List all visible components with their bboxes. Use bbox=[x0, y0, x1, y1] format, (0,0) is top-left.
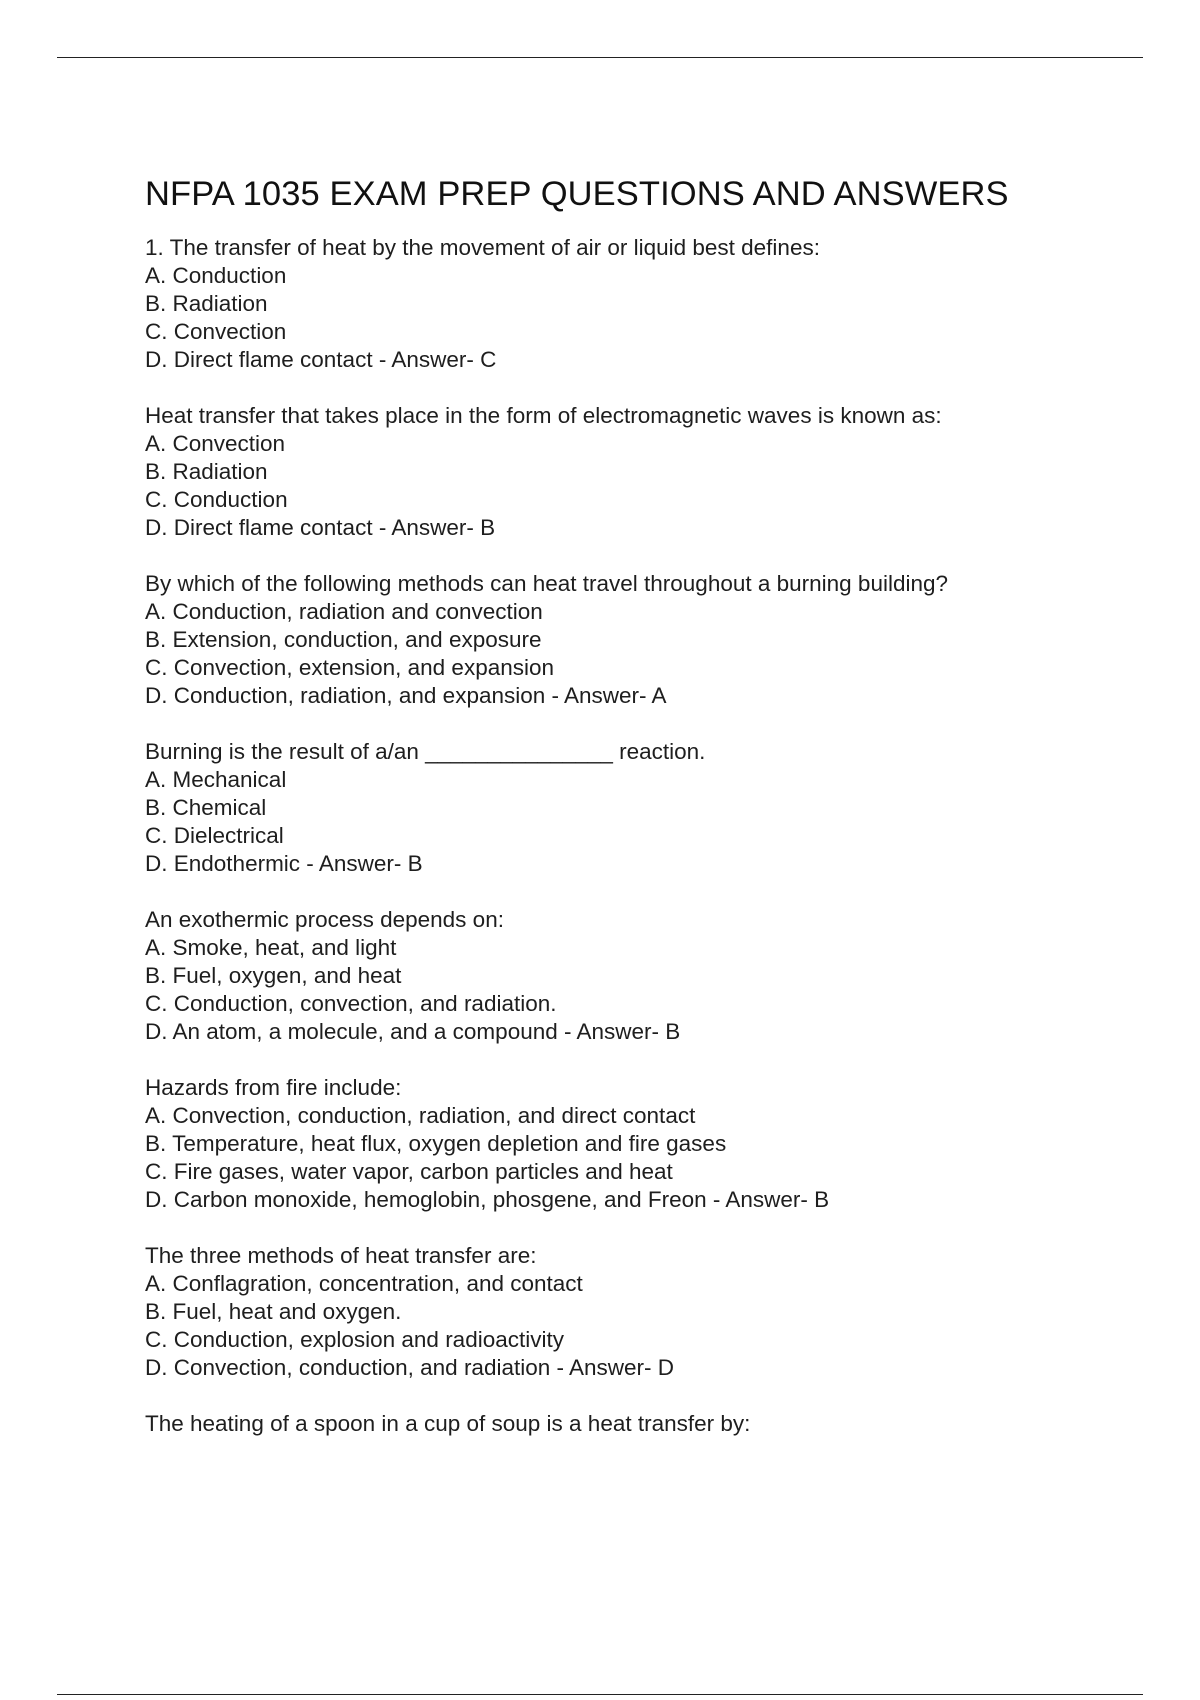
question-block bbox=[145, 402, 1105, 542]
answer-option: C. Conduction, convection, and radiation. bbox=[145, 991, 557, 1016]
answer-option: D. Endothermic - Answer- B bbox=[145, 851, 423, 876]
top-rule bbox=[57, 57, 1143, 58]
answer-option: D. Convection, conduction, and radiation - Answer- D bbox=[145, 1355, 675, 1380]
answer-option: B. Extension, conduction, and exposure bbox=[145, 627, 542, 652]
question-text: An exothermic process depends on: bbox=[145, 907, 504, 932]
question-text: The heating of a spoon in a cup of soup is a heat transfer by: bbox=[145, 1411, 751, 1436]
answer-option: A. Mechanical bbox=[145, 767, 287, 792]
bottom-rule bbox=[57, 1694, 1143, 1695]
answer-option: D. Direct flame contact - Answer- B bbox=[145, 515, 496, 540]
page-title: NFPA 1035 EXAM PREP QUESTIONS AND ANSWERS bbox=[145, 175, 1009, 213]
question-text: 1. The transfer of heat by the movement of air or liquid best defines: bbox=[145, 235, 820, 260]
question-text: Heat transfer that takes place in the form of electromagnetic waves is known as: bbox=[145, 403, 942, 428]
answer-option: A. Convection, conduction, radiation, and direct contact bbox=[145, 1103, 696, 1128]
question-text: Hazards from fire include: bbox=[145, 1075, 402, 1100]
question-block bbox=[145, 1074, 1105, 1214]
answer-option: C. Conduction bbox=[145, 487, 288, 512]
answer-option: D. Conduction, radiation, and expansion - Answer- A bbox=[145, 683, 667, 708]
question-block bbox=[145, 1410, 1105, 1438]
question-block bbox=[145, 738, 1105, 878]
document-body bbox=[145, 172, 1105, 1466]
answer-option: B. Chemical bbox=[145, 795, 267, 820]
question-text: The three methods of heat transfer are: bbox=[145, 1243, 537, 1268]
answer-option: B. Fuel, heat and oxygen. bbox=[145, 1299, 402, 1324]
answer-option: A. Conflagration, concentration, and contact bbox=[145, 1271, 583, 1296]
answer-option: C. Dielectrical bbox=[145, 823, 284, 848]
answer-option: B. Radiation bbox=[145, 459, 268, 484]
answer-option: A. Convection bbox=[145, 431, 286, 456]
question-block bbox=[145, 906, 1105, 1046]
answer-option: C. Convection, extension, and expansion bbox=[145, 655, 555, 680]
answer-option: A. Smoke, heat, and light bbox=[145, 935, 397, 960]
answer-option: C. Conduction, explosion and radioactivity bbox=[145, 1327, 564, 1352]
question-text: By which of the following methods can heat travel throughout a burning building? bbox=[145, 571, 949, 596]
question-block bbox=[145, 1242, 1105, 1382]
answer-option: B. Fuel, oxygen, and heat bbox=[145, 963, 402, 988]
answer-option: C. Fire gases, water vapor, carbon particles and heat bbox=[145, 1159, 673, 1184]
answer-option: A. Conduction bbox=[145, 263, 287, 288]
question-text: Burning is the result of a/an _______________ reaction. bbox=[145, 739, 706, 764]
answer-option: C. Convection bbox=[145, 319, 287, 344]
answer-option: B. Temperature, heat flux, oxygen depletion and fire gases bbox=[145, 1131, 727, 1156]
answer-option: D. Carbon monoxide, hemoglobin, phosgene, and Freon - Answer- B bbox=[145, 1187, 830, 1212]
answer-option: A. Conduction, radiation and convection bbox=[145, 599, 543, 624]
question-block bbox=[145, 234, 1105, 374]
answer-option: D. An atom, a molecule, and a compound - Answer- B bbox=[145, 1019, 681, 1044]
answer-option: B. Radiation bbox=[145, 291, 268, 316]
answer-option: D. Direct flame contact - Answer- C bbox=[145, 347, 497, 372]
question-block bbox=[145, 570, 1105, 710]
